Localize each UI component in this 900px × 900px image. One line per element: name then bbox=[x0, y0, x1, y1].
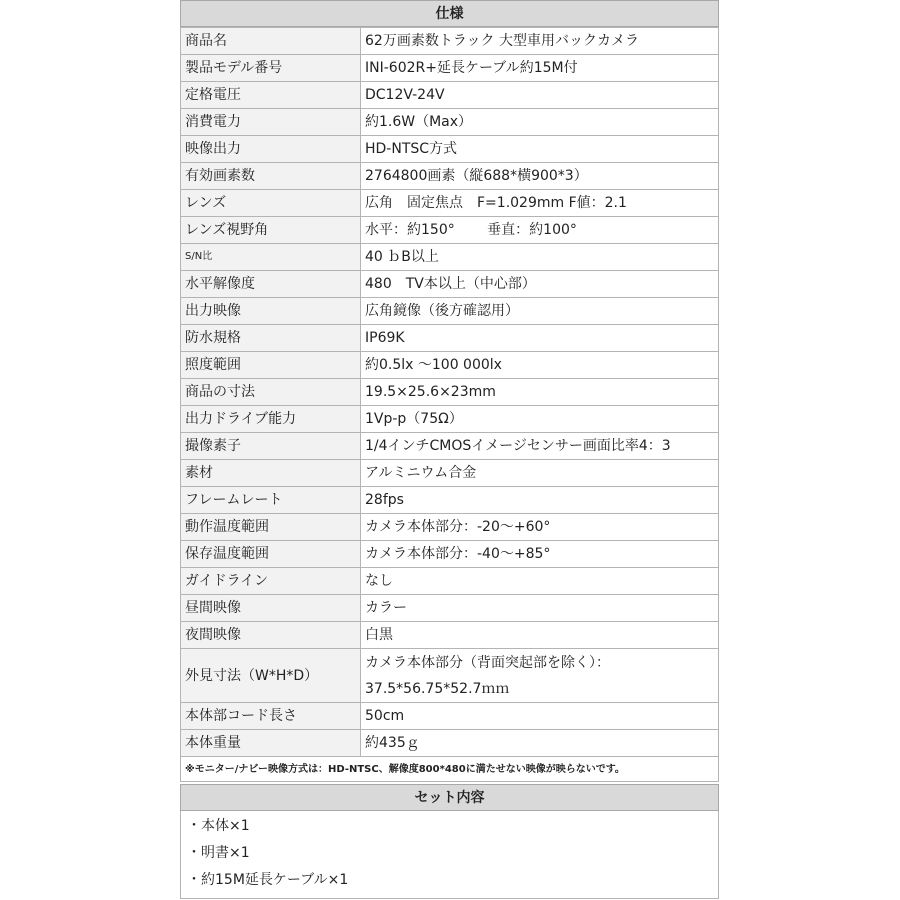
row-label: 定格電圧 bbox=[181, 82, 361, 109]
row-label: 本体重量 bbox=[181, 730, 361, 757]
row-value: 40 ｂB以上 bbox=[361, 244, 719, 271]
row-label: 昼間映像 bbox=[181, 595, 361, 622]
row-label: 有効画素数 bbox=[181, 163, 361, 190]
table-row bbox=[181, 406, 719, 433]
row-label: 消費電力 bbox=[181, 109, 361, 136]
table-row bbox=[181, 379, 719, 406]
row-value: 19.5×25.6×23mm bbox=[361, 379, 719, 406]
table-row bbox=[181, 325, 719, 352]
table-row bbox=[181, 568, 719, 595]
table-row bbox=[181, 730, 719, 757]
table-row bbox=[181, 433, 719, 460]
footnote: ※モニター/ナビー映像方式は：HD-NTSC、解像度800*480に満たせない映像が映らないです。 bbox=[180, 757, 719, 782]
contents-list bbox=[180, 811, 719, 899]
row-label: 動作温度範囲 bbox=[181, 514, 361, 541]
table-row bbox=[181, 217, 719, 244]
row-label: 出力映像 bbox=[181, 298, 361, 325]
row-label: フレームレート bbox=[181, 487, 361, 514]
row-value: 62万画素数トラック 大型車用バックカメラ bbox=[361, 28, 719, 55]
row-label: 映像出力 bbox=[181, 136, 361, 163]
row-value: 広角 固定焦点 F=1.029mm F値：2.1 bbox=[361, 190, 719, 217]
row-value: カメラ本体部分：-40～+85° bbox=[361, 541, 719, 568]
table-row bbox=[181, 649, 719, 703]
table-row bbox=[181, 622, 719, 649]
row-label: 撮像素子 bbox=[181, 433, 361, 460]
row-label: 出力ドライブ能力 bbox=[181, 406, 361, 433]
row-value: 28fps bbox=[361, 487, 719, 514]
table-row bbox=[181, 595, 719, 622]
row-value: カメラ本体部分：-20～+60° bbox=[361, 514, 719, 541]
row-label: 製品モデル番号 bbox=[181, 55, 361, 82]
table-row bbox=[181, 271, 719, 298]
table-row bbox=[181, 28, 719, 55]
table-row bbox=[181, 244, 719, 271]
dimensions-line-2: 37.5*56.75*52.7ｍｍ bbox=[365, 680, 510, 697]
row-value: 白黒 bbox=[361, 622, 719, 649]
row-value: 広角鏡像（後方確認用） bbox=[361, 298, 719, 325]
row-value: 約435ｇ bbox=[361, 730, 719, 757]
row-label: 水平解像度 bbox=[181, 271, 361, 298]
table-row bbox=[181, 460, 719, 487]
row-label: 防水規格 bbox=[181, 325, 361, 352]
table-row bbox=[181, 163, 719, 190]
table-row bbox=[181, 109, 719, 136]
list-item: ・明書×1 bbox=[187, 845, 250, 861]
row-label: 商品名 bbox=[181, 28, 361, 55]
row-value: 1Vp-p（75Ω） bbox=[361, 406, 719, 433]
row-value: カラー bbox=[361, 595, 719, 622]
row-label: レンズ bbox=[181, 190, 361, 217]
row-value: HD-NTSC方式 bbox=[361, 136, 719, 163]
row-value: DC12V-24V bbox=[361, 82, 719, 109]
row-label: 保存温度範囲 bbox=[181, 541, 361, 568]
row-label: 素材 bbox=[181, 460, 361, 487]
contents-title: セット内容 bbox=[180, 784, 719, 811]
table-row bbox=[181, 514, 719, 541]
row-label: 外見寸法（W*H*D） bbox=[181, 649, 361, 703]
row-value: 約0.5lx ～100 000lx bbox=[361, 352, 719, 379]
row-value: 480 TV本以上（中心部） bbox=[361, 271, 719, 298]
row-label: ガイドライン bbox=[181, 568, 361, 595]
table-row bbox=[181, 190, 719, 217]
row-label: 照度範囲 bbox=[181, 352, 361, 379]
row-label: S/N比 bbox=[181, 244, 361, 271]
list-item: ・本体×1 bbox=[187, 818, 250, 834]
table-row bbox=[181, 82, 719, 109]
table-row bbox=[181, 487, 719, 514]
row-label: 本体部コード長さ bbox=[181, 703, 361, 730]
table-row bbox=[181, 352, 719, 379]
row-label: 商品の寸法 bbox=[181, 379, 361, 406]
row-label: レンズ視野角 bbox=[181, 217, 361, 244]
row-value: なし bbox=[361, 568, 719, 595]
row-label: 夜間映像 bbox=[181, 622, 361, 649]
row-value bbox=[361, 649, 719, 703]
row-value: 50cm bbox=[361, 703, 719, 730]
table-row bbox=[181, 703, 719, 730]
spec-table bbox=[180, 27, 719, 757]
spec-sheet bbox=[180, 0, 719, 899]
spec-title: 仕様 bbox=[180, 0, 719, 27]
row-value: 1/4インチCMOSイメージセンサー画面比率4：3 bbox=[361, 433, 719, 460]
table-row bbox=[181, 136, 719, 163]
row-value: 約1.6W（Max） bbox=[361, 109, 719, 136]
row-value: アルミニウム合金 bbox=[361, 460, 719, 487]
row-value: 2764800画素（縦688*横900*3） bbox=[361, 163, 719, 190]
table-row bbox=[181, 298, 719, 325]
dimensions-line-1: カメラ本体部分（背面突起部を除く）： bbox=[365, 654, 610, 671]
list-item: ・約15M延長ケーブル×1 bbox=[187, 872, 349, 888]
row-value: 水平：約150° 垂直：約100° bbox=[361, 217, 719, 244]
table-row bbox=[181, 541, 719, 568]
table-row bbox=[181, 55, 719, 82]
row-value: IP69K bbox=[361, 325, 719, 352]
row-value: INI-602R+延長ケーブル約15M付 bbox=[361, 55, 719, 82]
